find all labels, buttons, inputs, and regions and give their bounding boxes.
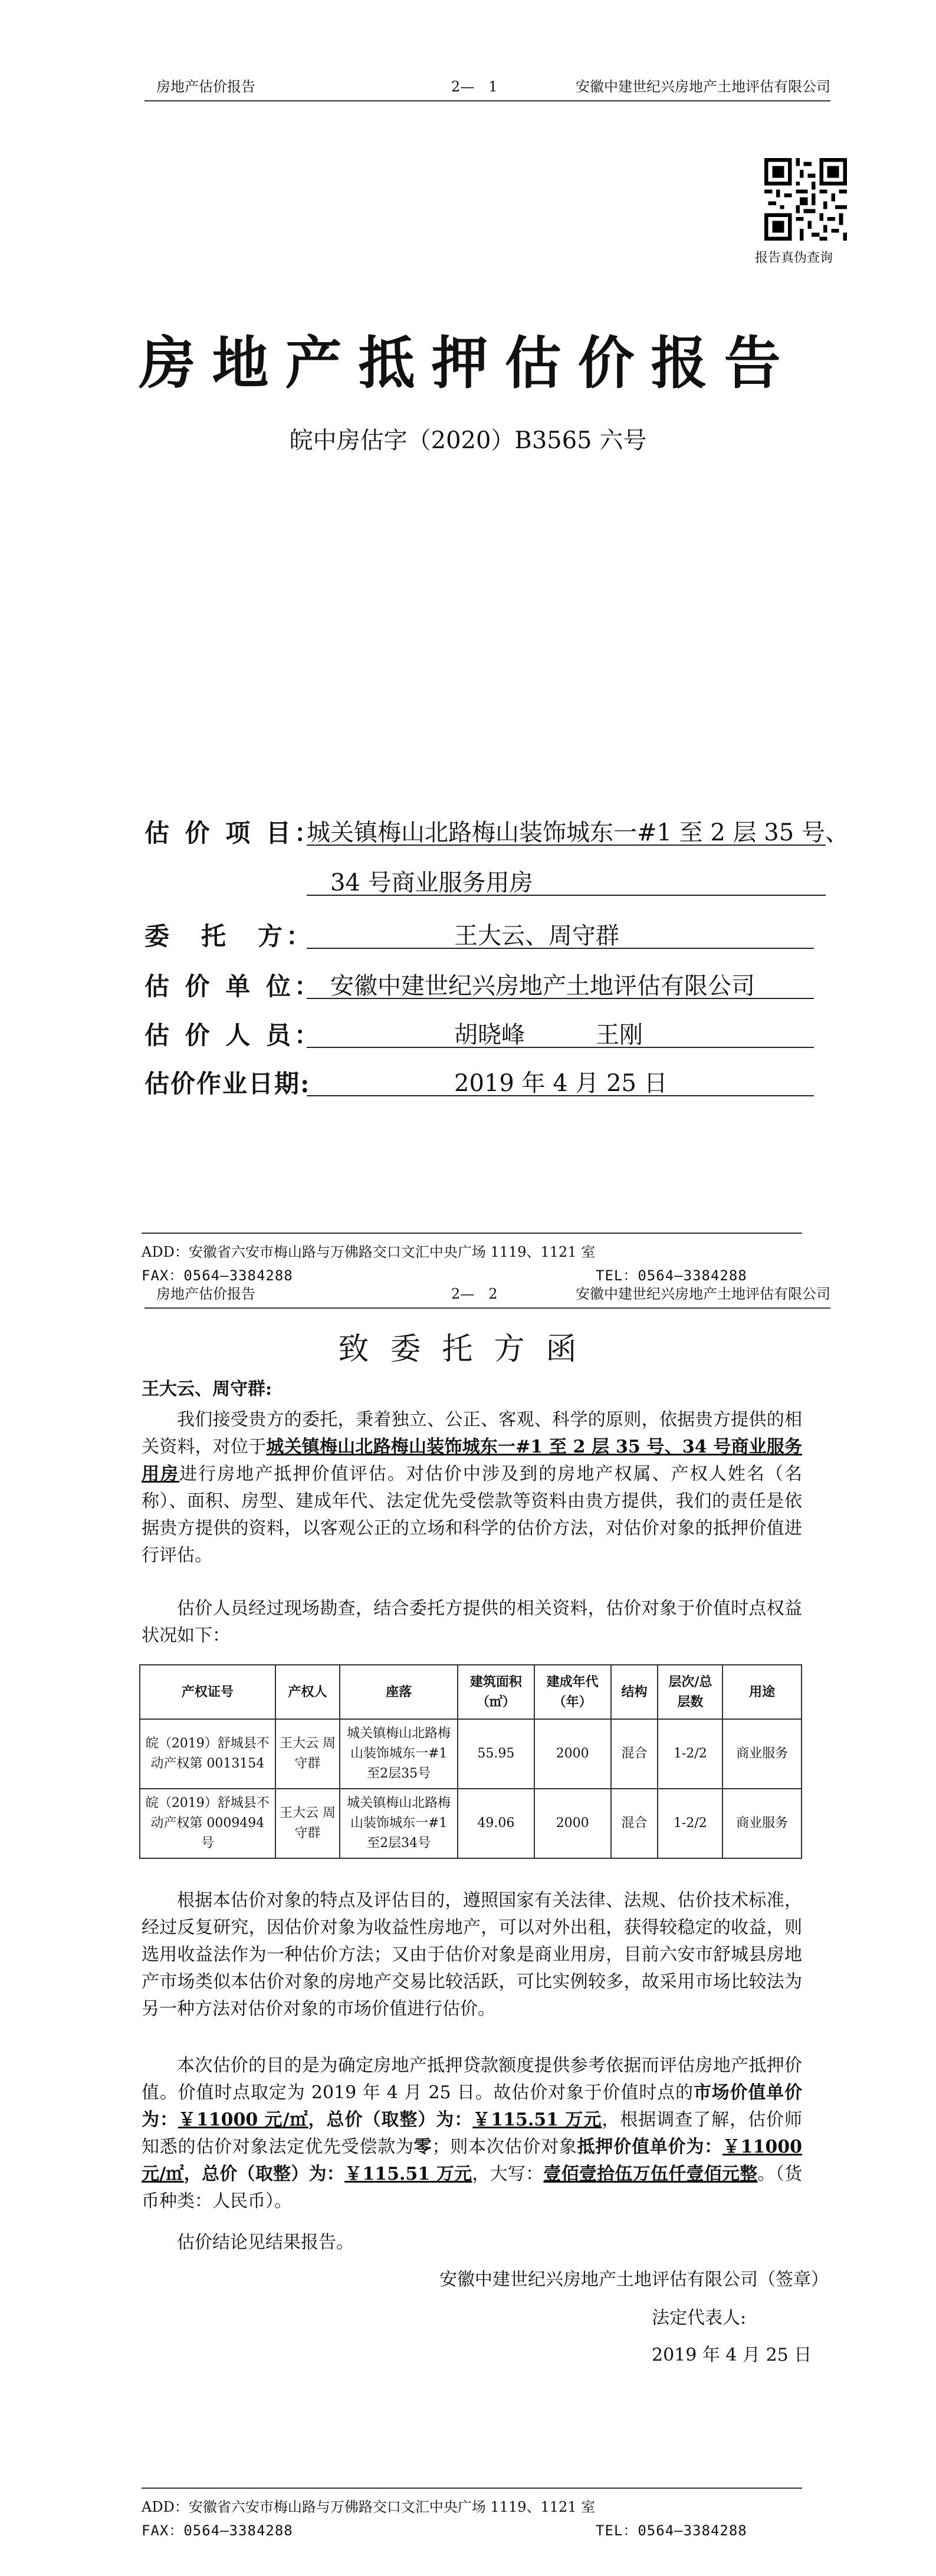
cell-cert-no: 皖（2019）舒城县不动产权第 0009494 号 xyxy=(140,1789,275,1858)
date-value: 2019 年 4 月 25 日 xyxy=(454,1070,668,1097)
staff-value: 胡晓峰 王刚 xyxy=(454,1021,643,1049)
col-floors: 层次/总层数 xyxy=(658,1665,722,1719)
company-signature: 安徽中建世纪兴房地产土地评估有限公司（签章） xyxy=(439,2269,829,2290)
staff-underline xyxy=(307,1047,814,1048)
project-value-line2: 34 号商业服务用房 xyxy=(330,869,533,896)
cell-usage: 商业服务 xyxy=(722,1789,802,1858)
cell-area: 49.06 xyxy=(458,1789,534,1858)
cell-owner: 王大云 周守群 xyxy=(275,1789,340,1858)
client-underline xyxy=(307,948,814,949)
page1-footer-rule xyxy=(142,1233,802,1234)
signature-date: 2019 年 4 月 25 日 xyxy=(652,2345,812,2365)
table-row xyxy=(140,1719,802,1789)
cell-year: 2000 xyxy=(534,1719,611,1789)
qr-caption: 报告真伪查询 xyxy=(755,251,833,265)
unit-underline xyxy=(307,998,814,999)
market-unit-price: ￥11000 元/㎡ xyxy=(178,2110,308,2130)
project-value-line1: 城关镇梅山北路梅山装饰城东一#1 至 2 层 35 号、 xyxy=(307,819,849,846)
cell-owner: 王大云 周守群 xyxy=(275,1719,340,1789)
cell-floors: 1-2/2 xyxy=(658,1789,722,1858)
client-label: 委 托 方： xyxy=(144,922,315,951)
col-cert-no: 产权证号 xyxy=(140,1665,275,1719)
page2-header xyxy=(144,1283,830,1309)
unit-value: 安徽中建世纪兴房地产土地评估有限公司 xyxy=(330,972,755,1000)
col-location: 座落 xyxy=(340,1665,458,1719)
date-label: 估价作业日期: xyxy=(144,1069,311,1098)
paragraph-2: 估价人员经过现场勘查，结合委托方提供的相关资料，估价对象于价值时点权益状况如下： xyxy=(142,1598,802,1646)
page1-footer-address: ADD：安徽省六安市梅山路与万佛路交口文汇中央广场 1119、1121 室 xyxy=(142,1244,596,1260)
page2-footer-address: ADD：安徽省六安市梅山路与万佛路交口文汇中央广场 1119、1121 室 xyxy=(142,2499,596,2515)
letter-title: 致委托方函 xyxy=(338,1332,598,1367)
cell-cert-no: 皖（2019）舒城县不动产权第 0013154 xyxy=(140,1719,275,1789)
col-area: 建筑面积（㎡） xyxy=(458,1665,534,1719)
mortgage-total-price: ￥115.51 万元 xyxy=(344,2164,472,2184)
table-row xyxy=(140,1789,802,1858)
project-underline-2 xyxy=(307,895,826,896)
page2-footer-tel: TEL：0564—3384288 xyxy=(596,2522,747,2539)
header-left-text: 房地产估价报告 xyxy=(156,1286,255,1302)
market-total-price: ￥115.51 万元 xyxy=(472,2110,602,2130)
cell-usage: 商业服务 xyxy=(722,1719,802,1789)
paragraph-4: 本次估价的目的是为确定房地产抵押贷款额度提供参考依据而评估房地产抵押价值。价值时点取定为 2019 年 4 月 25 日。故估价对象于价值时点的市场价值单价为：￥11000 元/㎡，总价（取整）为：￥115.51 万元，根据调查了解，估价师知悉的估价对象法定优先受偿款为零；则本次估价对象抵押价值单价为：￥11000 元/㎡，总价（取整）为：￥115.51 万元，大写：壹佰壹拾伍万伍仟壹佰元整。（货币种类：人民币）。 xyxy=(142,2055,803,2212)
document-number: 皖中房估字（2020）B3565 六号 xyxy=(289,427,647,454)
project-underline-1 xyxy=(307,845,826,846)
col-year: 建成年代（年） xyxy=(534,1665,611,1719)
col-owner: 产权人 xyxy=(275,1665,340,1719)
property-rights-table xyxy=(139,1664,802,1859)
page1-header xyxy=(144,75,830,101)
cell-location: 城关镇梅山北路梅山装饰城东一#1 至2层35号 xyxy=(340,1719,458,1789)
header-page-number: 2— 2 xyxy=(451,1286,498,1302)
cell-floors: 1-2/2 xyxy=(658,1719,722,1789)
paragraph-1: 我们接受贵方的委托，秉着独立、公正、客观、科学的原则，依据贵方提供的相关资料，对位于城关镇梅山北路梅山装饰城东一#1 至 2 层 35 号、34 号商业服务用房进行房地产抵押价值评估。对估价中涉及到的房地产权属、产权人姓名（名称）、面积、房型、建成年代、法定优先受偿款等资料由贵方提供，我们的责任是依据贵方提供的资料，以客观公正的立场和科学的估价方法，对估价对象的抵押价值进行评估。 xyxy=(142,1409,803,1566)
cell-location: 城关镇梅山北路梅山装饰城东一#1 至2层34号 xyxy=(340,1789,458,1858)
property-address: 城关镇梅山北路梅山装饰城东一#1 至 2 层 35 号、34 号商业服务用房 xyxy=(142,1437,802,1484)
col-usage: 用途 xyxy=(722,1665,802,1719)
mortgage-total-capital: 壹佰壹拾伍万伍仟壹佰元整 xyxy=(543,2164,758,2184)
paragraph-5: 估价结论见结果报告。 xyxy=(177,2232,354,2253)
cell-year: 2000 xyxy=(534,1789,611,1858)
page1-footer-tel: TEL：0564—3384288 xyxy=(596,1267,747,1284)
header-right-text: 安徽中建世纪兴房地产土地评估有限公司 xyxy=(576,1286,830,1302)
salutation: 王大云、周守群: xyxy=(142,1379,272,1399)
header-left-text: 房地产估价报告 xyxy=(156,78,255,95)
legal-representative: 法定代表人: xyxy=(652,2308,747,2328)
mortgage-unit-price: ￥11000 元/㎡ xyxy=(142,2137,803,2184)
project-label: 估 价 项 目： xyxy=(144,819,323,847)
header-right-text: 安徽中建世纪兴房地产土地评估有限公司 xyxy=(576,78,830,95)
cell-structure: 混合 xyxy=(611,1789,658,1858)
report-title: 房地产抵押估价报告 xyxy=(139,330,797,396)
page1-footer-fax: FAX：0564—3384288 xyxy=(142,1267,293,1284)
unit-label: 估 价 单 位： xyxy=(144,972,323,1001)
paragraph-3: 根据本估价对象的特点及评估目的，遵照国家有关法律、法规、估价技术标准，经过反复研究，因估价对象为收益性房地产，可以对外出租，获得较稳定的收益，则选用收益法作为一种估价方法；又由于估价对象是商业用房，目前六安市舒城县房地产市场类似本估价对象的房地产交易比较活跃，可比实例较多，故采用市场比较法为另一种方法对估价对象的市场价值进行估价。 xyxy=(142,1890,802,2019)
header-page-number: 2— 1 xyxy=(451,78,498,95)
client-value: 王大云、周守群 xyxy=(454,922,619,949)
staff-label: 估 价 人 员： xyxy=(144,1021,323,1050)
table-header-row xyxy=(140,1665,802,1719)
page2-footer-fax: FAX：0564—3384288 xyxy=(142,2522,293,2539)
cell-structure: 混合 xyxy=(611,1719,658,1789)
page2-footer-rule xyxy=(142,2488,802,2489)
qr-code-icon[interactable] xyxy=(764,158,847,241)
date-underline xyxy=(307,1095,814,1096)
col-structure: 结构 xyxy=(611,1665,658,1719)
cell-area: 55.95 xyxy=(458,1719,534,1789)
